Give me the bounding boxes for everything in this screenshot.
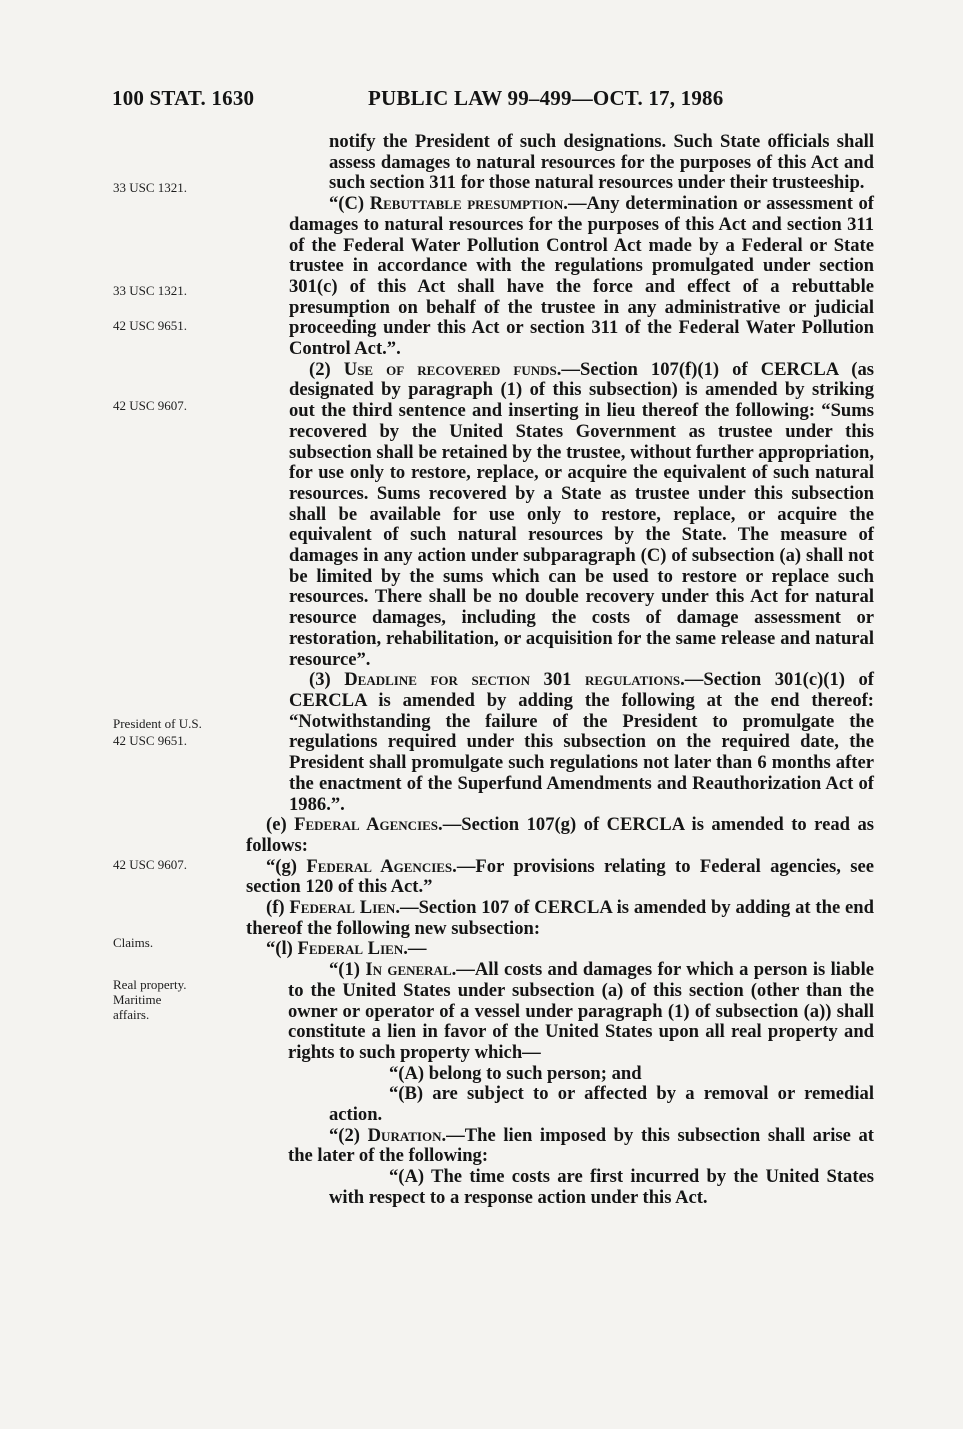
paragraph-heading: Deadline for section 301 regulations: [344, 669, 681, 691]
margin-note: 42 USC 9651.: [113, 733, 188, 748]
subsection-heading: Federal Agencies: [306, 855, 453, 877]
list-item: “(A) The time costs are first incurred by the United States with respect to a response action under this Act.: [329, 1166, 874, 1208]
margin-note: Maritime affairs.: [113, 992, 162, 1022]
paragraph: “(1) In general.—All costs and damages for which a person is liable to the United States under subsection (a) of this section (other than the owner or operator of a vessel under paragraph (1) of subsection (a)) shall constitute a lien in favor of the United States upon all real property and rights to such property which—: [288, 959, 874, 1063]
paragraph: (3) Deadline for section 301 regulations.—Section 301(c)(1) of CERCLA is amended by adding the following at the end thereof: “Notwithstanding the failure of the President to promulgate the regulations required under this subsection on the required date, the President shall promulgate such regulations not later than 6 months after the enactment of the Superfund Amendments and Reauthorization Act of 1986.”.: [289, 669, 874, 815]
margin-note: 42 USC 9651.: [113, 318, 188, 333]
margin-note: 42 USC 9607.: [113, 398, 188, 413]
paragraph-heading: Use of recovered funds: [343, 358, 557, 380]
subparagraph-heading: Rebuttable presumption: [369, 193, 564, 215]
subsection-heading: Federal Agencies: [294, 814, 439, 836]
statute-body: [246, 132, 874, 1209]
margin-note: 33 USC 1321.: [113, 283, 188, 298]
page-header: [112, 86, 752, 116]
statute-citation: 100 STAT. 1630: [112, 86, 255, 110]
paragraph: “(C) Rebuttable presumption.—Any determination or assessment of damages to natural resources for the purposes of this Act and section 311 of the Federal Water Pollution Control Act made by a Federal or State trustee in accordance with the regulations promulgated under section 301(c) of this Act shall have the force and effect of a rebuttable presumption on behalf of the trustee in any administrative or judicial proceeding under this Act or section 311 of the Federal Water Pollution Control Act.”.: [289, 193, 874, 360]
paragraph: (2) Use of recovered funds.—Section 107(f)(1) of CERCLA (as designated by paragraph (1) of this subsection) is amended by striking out the third sentence and inserting in lieu thereof the following: “Sums recovered by the United States Government as trustee under this subsection shall be retained by the trustee, without further appropriation, for use only to restore, replace, or acquire the equivalent of such natural resources. Sums recovered by a State as trustee under this subsection shall be available for use only to restore, replace, or acquire the equivalent of such natural resources by the State. The measure of damages in any action under subparagraph (C) of subsection (a) shall not be limited by the sums which can be used to restore or replace such resources. There shall be no double recovery under this Act for natural resource damages, including the costs of damage assessment or restoration, rehabilitation, or acquisition for the same release and natural resource”.: [289, 358, 874, 670]
list-item: “(B) are subject to or affected by a removal or remedial action.: [329, 1083, 874, 1126]
subsection-heading: Federal Lien: [289, 897, 396, 919]
margin-note: 42 USC 9607.: [113, 857, 188, 872]
paragraph: (e) Federal Agencies.—Section 107(g) of CERCLA is amended to read as follows:: [246, 814, 874, 856]
paragraph-heading: In general: [365, 959, 452, 981]
list-item: “(A) belong to such person; and: [389, 1062, 642, 1084]
paragraph: “(l) Federal Lien.—: [266, 938, 427, 960]
margin-note: 33 USC 1321.: [113, 180, 188, 195]
paragraph: notify the President of such designations. Such State officials shall assess damages to natural resources for the purposes of this Act and such section 311 for those natural resources under their trusteeship.: [329, 131, 874, 194]
paragraph: (f) Federal Lien.—Section 107 of CERCLA is amended by adding at the end thereof the following new subsection:: [246, 897, 874, 939]
paragraph: “(2) Duration.—The lien imposed by this subsection shall arise at the later of the following:: [288, 1124, 874, 1167]
margin-note: President of U.S.: [113, 716, 202, 731]
paragraph-heading: Duration: [367, 1124, 442, 1146]
public-law-title: PUBLIC LAW 99–499—OCT. 17, 1986: [368, 86, 724, 110]
paragraph: “(g) Federal Agencies.—For provisions relating to Federal agencies, see section 120 of this Act.”: [246, 855, 874, 898]
margin-note: Claims.: [113, 935, 154, 950]
subsection-heading: Federal Lien: [297, 938, 404, 960]
margin-note: Real property.: [113, 977, 187, 992]
